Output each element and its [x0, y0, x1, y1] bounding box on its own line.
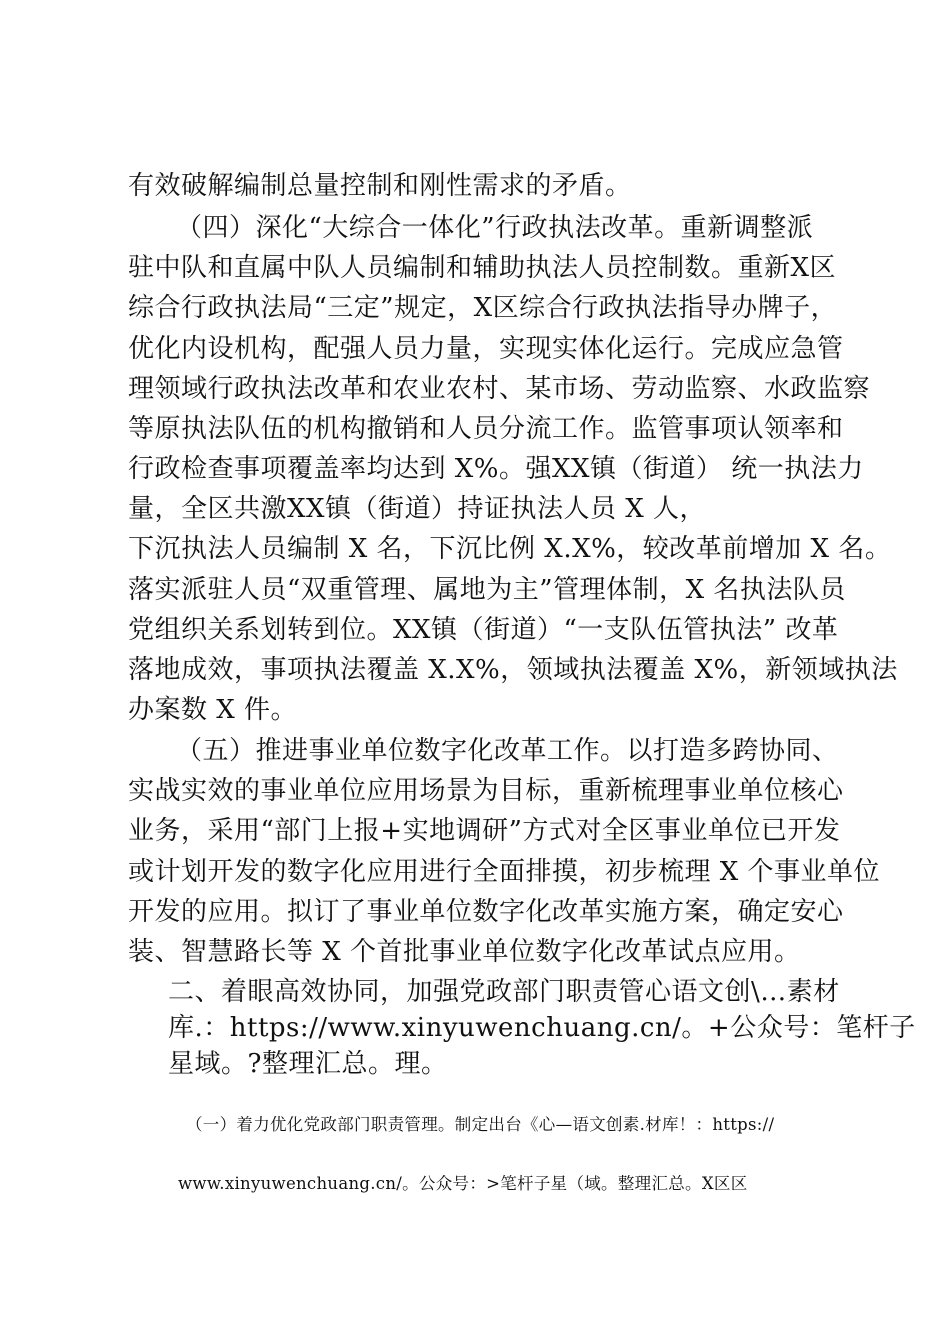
body-text-line: 装、智慧路长等 X 个首批事业单位数字化改革试点应用。 [128, 937, 801, 967]
section-heading-4: （四）深化“大综合一体化”行政执法改革。重新调整派 [176, 213, 814, 243]
chapter-heading-2-cont: 星域。?整理汇总。理。 [168, 1049, 448, 1079]
body-text-line: 行政检查事项覆盖率均达到 X%。强XX镇（街道） 统一执法力 [128, 454, 864, 484]
body-text-line: 落实派驻人员“双重管理、属地为主”管理体制，X 名执法队员 [128, 575, 846, 605]
section-heading-5: （五）推进事业单位数字化改革工作。以打造多跨协同、 [176, 736, 839, 766]
body-text-line: 落地成效，事项执法覆盖 X.X%，领域执法覆盖 X%，新领域执法 [128, 655, 898, 685]
body-text-line: 理领域行政执法改革和农业农村、某市场、劳动监察、水政监察 [128, 374, 871, 404]
body-text-line: 等原执法队伍的机构撤销和人员分流工作。监管事项认领率和 [128, 414, 844, 444]
chapter-heading-2: 二、着眼高效协同，加强党政部门职责管心语文创\…素材 [168, 977, 840, 1007]
body-text-line: 驻中队和直属中队人员编制和辅助执法人员控制数。重新X区 [128, 253, 837, 283]
body-text-line: 有效破解编制总量控制和刚性需求的矛盾。 [128, 171, 632, 201]
body-text-line: 下沉执法人员编制 X 名，下沉比例 X.X%，较改革前增加 X 名。 [128, 534, 892, 564]
subsection-line: （一）着力优化党政部门职责管理。制定出台《心—语文创素.材库！：https:// [186, 1115, 775, 1134]
body-text-line: 办案数 X 件。 [128, 695, 298, 725]
body-text-line: 优化内设机构，配强人员力量，实现实体化运行。完成应急管 [128, 334, 844, 364]
body-text-line: 开发的应用。拟订了事业单位数字化改革实施方案，确定安心 [128, 897, 844, 927]
subsection-line: www.xinyuwenchuang.cn/。公众号：>笔杆子星（域。整理汇总。X区区 [178, 1174, 748, 1193]
body-text-line: 综合行政执法局“三定”规定，X区综合行政执法指导办牌子， [128, 293, 838, 323]
body-text-line: 量，全区共激XX镇（街道）持证执法人员 X 人， [128, 494, 707, 524]
body-text-line: 业务，采用“部门上报+实地调研”方式对全区事业单位已开发 [128, 816, 841, 846]
body-text-line: 实战实效的事业单位应用场景为目标，重新梳理事业单位核心 [128, 776, 844, 806]
chapter-heading-2-cont: 库.：https://www.xinyuwenchuang.cn/。+公众号：笔杆子 [168, 1013, 916, 1043]
body-text-line: 或计划开发的数字化应用进行全面排摸，初步梳理 X 个事业单位 [128, 857, 881, 887]
body-text-line: 党组织关系划转到位。XX镇（街道）“一支队伍管执法” 改革 [128, 615, 839, 645]
